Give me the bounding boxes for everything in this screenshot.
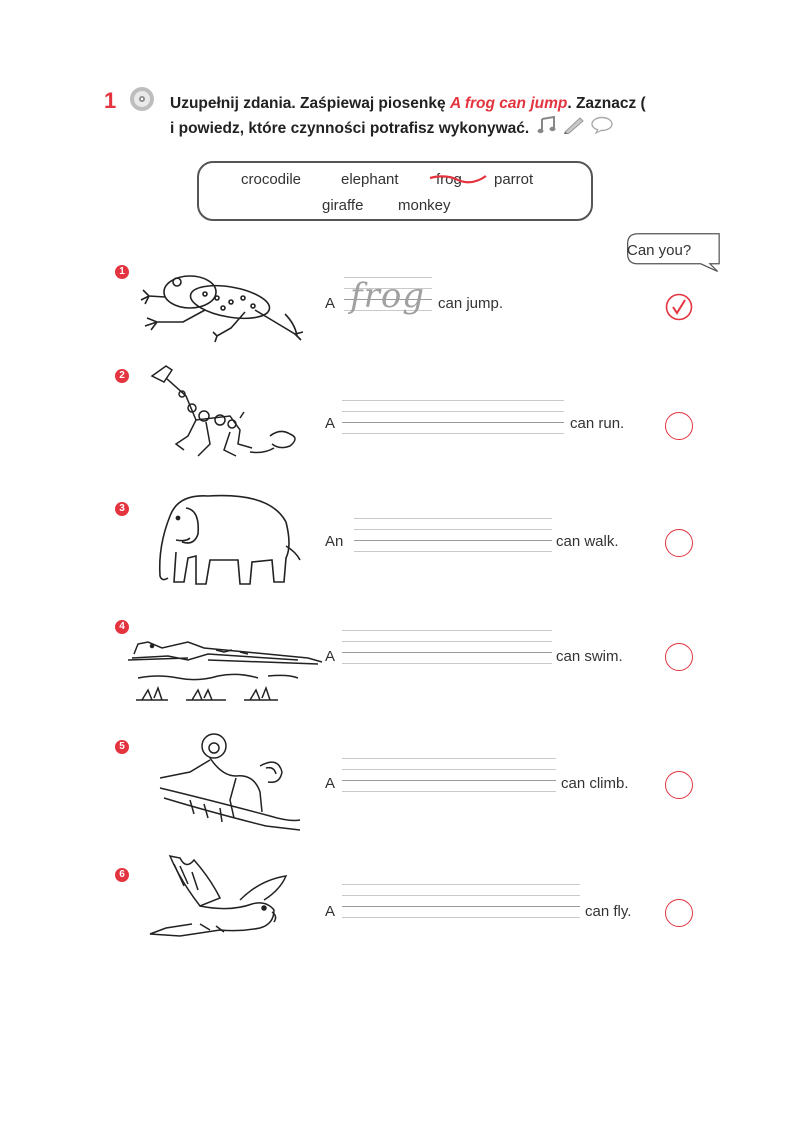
frog-illustration [135,262,305,347]
row-badge: 3 [115,502,129,516]
crocodile-illustration [128,630,328,705]
row-verb: can fly. [585,903,632,920]
empty-circle[interactable] [665,899,693,927]
cd-icon [129,86,155,112]
row-article: A [325,415,336,432]
word-crocodile: crocodile [241,171,302,188]
row-verb: can swim. [556,648,623,665]
checked-circle[interactable] [665,293,693,321]
row-badge: 1 [115,265,129,279]
music-note-icon [537,116,557,134]
word-frog: frog [436,171,462,188]
strike-through-mark [428,172,488,190]
row-badge: 2 [115,369,129,383]
row-article: An [325,533,344,550]
instruction [170,92,730,142]
song-title: A frog can jump [449,95,568,112]
empty-circle[interactable] [665,412,693,440]
elephant-illustration [150,486,310,596]
row-badge: 6 [115,868,129,882]
row-badge: 5 [115,740,129,754]
pencil-icon [562,116,586,134]
row-verb: can jump. [438,295,504,312]
word-bank [197,161,593,221]
row-article: A [325,903,336,920]
monkey-illustration [150,726,310,836]
word-giraffe: giraffe [322,197,364,214]
instruction-line-2: i powiedz, które czynności potrafisz wykonywać. [170,116,730,142]
word-elephant: elephant [341,171,399,188]
word-parrot: parrot [494,171,534,188]
empty-circle[interactable] [665,771,693,799]
row-verb: can walk. [556,533,619,550]
row-verb: can climb. [561,775,629,792]
exercise-number: 1 [104,88,117,113]
parrot-illustration [140,850,300,950]
empty-circle[interactable] [665,529,693,557]
row-verb: can run. [570,415,625,432]
bubble-text: Can you? [627,242,692,259]
row-article: A [325,295,336,312]
giraffe-illustration [140,358,310,463]
word-monkey: monkey [398,197,451,214]
activity-icons [537,116,614,142]
row-article: A [325,648,336,665]
speech-icon [590,116,614,134]
row-badge: 4 [115,620,129,634]
row-article: A [325,775,336,792]
answer-text: frog [350,276,426,316]
instruction-line-1: Uzupełnij zdania. Zaśpiewaj piosenkę A frog can jump. Zaznacz ( [170,95,646,112]
empty-circle[interactable] [665,643,693,671]
